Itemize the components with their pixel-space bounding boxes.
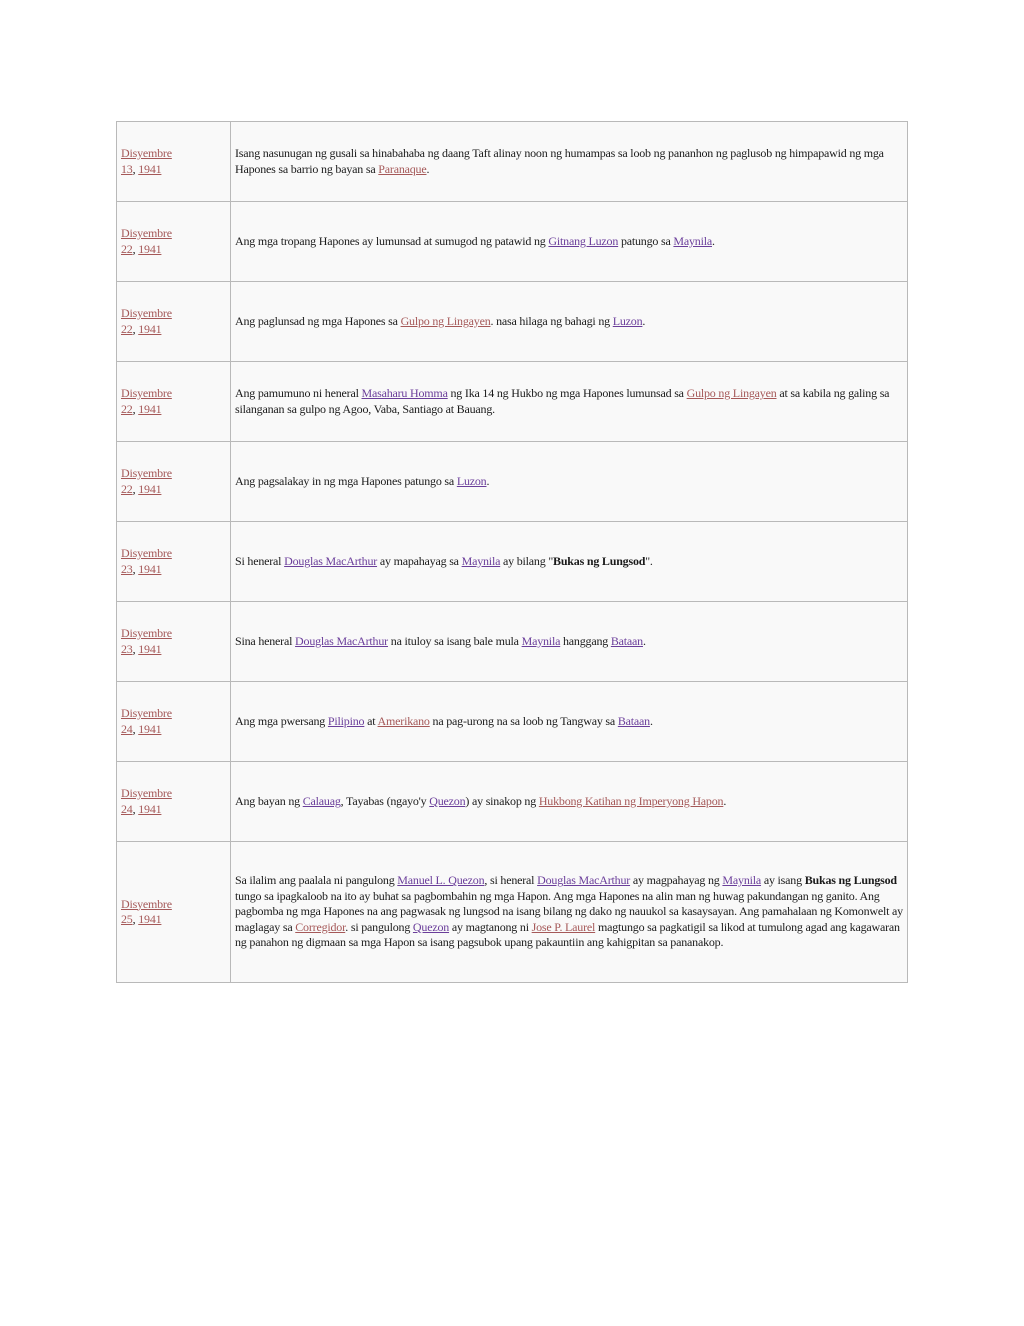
date-day-link[interactable]: 25: [121, 912, 133, 926]
date-cell: Disyembre 23, 1941: [117, 522, 231, 602]
event-text: .: [712, 233, 715, 248]
timeline-row: [117, 282, 908, 362]
event-link[interactable]: Pilipino: [327, 713, 365, 728]
timeline-row: [117, 682, 908, 762]
timeline-row: [117, 842, 908, 983]
date-cell: Disyembre 13, 1941: [117, 122, 231, 202]
event-cell: [231, 362, 908, 442]
date-month-link[interactable]: Disyembre: [121, 896, 172, 911]
event-text: Sa ilalim ang paalala ni pangulong: [235, 873, 398, 888]
event-link[interactable]: Bataan: [617, 713, 650, 728]
timeline-row: [117, 362, 908, 442]
event-cell: [231, 602, 908, 682]
date-year-link[interactable]: 1941: [138, 721, 162, 736]
date-month-link[interactable]: Disyembre: [121, 786, 172, 800]
event-text: . si pangulong: [345, 919, 413, 934]
event-link[interactable]: Maynila: [722, 873, 762, 888]
event-bold-text: Bukas ng Lungsod: [553, 553, 646, 568]
event-text: hanggang: [560, 633, 611, 648]
event-bold-text: Bukas ng Lungsod: [804, 873, 897, 888]
date-year-link[interactable]: 1941: [138, 241, 162, 256]
event-cell: [231, 442, 908, 522]
event-link[interactable]: Bataan: [610, 633, 643, 648]
event-link[interactable]: Jose P. Laurel: [531, 919, 596, 934]
event-text: ".: [645, 553, 653, 568]
event-link[interactable]: Manuel L. Quezon: [397, 873, 485, 888]
event-link[interactable]: Gulpo ng Lingayen: [686, 386, 777, 400]
date-cell: Disyembre 22, 1941: [117, 282, 231, 362]
date-cell: Disyembre 24, 1941: [117, 682, 231, 762]
event-text: ay magpahayag ng: [630, 873, 723, 888]
event-cell: [231, 282, 908, 362]
timeline-row: [117, 442, 908, 522]
date-year-link[interactable]: 1941: [138, 321, 162, 336]
event-link[interactable]: Douglas MacArthur: [284, 553, 378, 568]
date-year-link[interactable]: 1941: [138, 481, 162, 496]
timeline-row: [117, 202, 908, 282]
event-link[interactable]: Paranaque: [378, 161, 427, 176]
event-cell: [231, 842, 908, 983]
event-link[interactable]: Maynila: [521, 633, 561, 648]
event-text: ay magtanong ni: [449, 919, 532, 934]
event-text: .: [426, 161, 430, 176]
timeline-table: [116, 121, 908, 983]
date-day-link[interactable]: 24: [121, 801, 133, 816]
event-link[interactable]: Gitnang Luzon: [548, 233, 619, 248]
event-text: Ang paglunsad ng mga Hapones sa: [235, 313, 401, 328]
timeline-row: [117, 762, 908, 842]
event-text: Isang nasunugan ng gusali sa hinabahaba ng daang Taft alinay noon ng humampas sa loob ng pananhon ng paglusob ng himpapawid ng mga Hapones sa barrio ng bayan sa: [235, 146, 884, 176]
date-cell: Disyembre 22, 1941: [117, 442, 231, 522]
event-text: magtungo sa pagkatigil sa likod at tumulong agad ang kagawaran ng panahon ng digmaan sa mga Hapon sa isang pagsubok upang pakauntiin ang kahigpitan sa pananakop.: [235, 919, 900, 950]
event-text: at: [364, 713, 378, 728]
event-text: na pag-urong na sa loob ng Tangway sa: [429, 713, 618, 728]
event-link[interactable]: Gulpo ng Lingayen: [400, 313, 491, 328]
date-day-link[interactable]: 22: [121, 321, 133, 336]
date-day-link[interactable]: 22: [121, 241, 133, 256]
event-link[interactable]: Luzon: [612, 313, 643, 328]
event-text: , si heneral: [484, 873, 538, 888]
event-text: Ang pagsalakay in ng mga Hapones patungo sa: [235, 473, 457, 488]
event-link[interactable]: Corregidor: [295, 919, 346, 934]
event-text: Ang bayan ng: [235, 793, 303, 808]
date-year-link[interactable]: 1941: [138, 561, 162, 576]
date-day-link[interactable]: 22: [121, 481, 133, 496]
event-text: .: [486, 473, 490, 488]
date-cell: Disyembre 24, 1941: [117, 762, 231, 842]
event-text: Si heneral: [235, 553, 285, 568]
event-cell: [231, 762, 908, 842]
event-text: ay bilang ": [500, 553, 554, 568]
date-year-link[interactable]: 1941: [138, 401, 162, 416]
event-text: .: [723, 793, 727, 808]
date-cell: Disyembre 22, 1941: [117, 362, 231, 442]
event-link[interactable]: Douglas MacArthur: [295, 633, 388, 648]
event-cell: [231, 202, 908, 282]
event-link[interactable]: Maynila: [461, 553, 501, 568]
event-link[interactable]: Quezon: [429, 793, 466, 808]
date-month-link[interactable]: Disyembre: [121, 146, 172, 160]
event-text: ) ay sinakop ng: [465, 793, 539, 808]
event-text: .: [642, 313, 646, 328]
date-day-link[interactable]: 23: [121, 561, 133, 576]
event-text: at sa kabila ng galing sa silanganan sa gulpo ng Agoo, Vaba, Santiago at Bauang.: [235, 386, 890, 416]
date-month-link[interactable]: Disyembre: [121, 226, 172, 240]
event-text: ay isang: [761, 873, 805, 888]
event-text: Ang mga pwersang: [235, 713, 328, 728]
date-month-link[interactable]: Disyembre: [121, 626, 172, 640]
event-text: Ang mga tropang Hapones ay lumunsad at sumugod ng patawid ng: [235, 233, 549, 248]
event-cell: [231, 122, 908, 202]
event-text: na ituloy sa isang bale mula: [387, 633, 522, 648]
event-link[interactable]: Douglas MacArthur: [537, 873, 631, 888]
event-text: , Tayabas (ngayo'y: [340, 793, 430, 808]
timeline-row: [117, 522, 908, 602]
event-text: Ang pamumuno ni heneral: [235, 386, 362, 400]
date-cell: Disyembre 23, 1941: [117, 602, 231, 682]
date-year-link[interactable]: 1941: [138, 641, 162, 656]
event-link[interactable]: Maynila: [673, 233, 712, 248]
timeline-row: [117, 122, 908, 202]
date-cell: Disyembre 25, 1941: [117, 842, 231, 983]
event-link[interactable]: Luzon: [456, 473, 487, 488]
date-month-link[interactable]: Disyembre: [121, 706, 172, 720]
event-text: Sina heneral: [235, 633, 296, 648]
event-text: . nasa hilaga ng bahagi ng: [490, 313, 613, 328]
date-month-link[interactable]: Disyembre: [121, 306, 172, 320]
date-day-link[interactable]: 24: [121, 721, 133, 736]
event-link[interactable]: Masaharu Homma: [361, 386, 448, 400]
date-month-link[interactable]: Disyembre: [121, 386, 172, 400]
event-text: .: [649, 713, 653, 728]
event-link[interactable]: Calauag: [302, 793, 341, 808]
date-cell: Disyembre 22, 1941: [117, 202, 231, 282]
date-day-link[interactable]: 22: [121, 401, 133, 416]
date-year-link[interactable]: 1941: [138, 801, 162, 816]
event-link[interactable]: Hukbong Katihan ng Imperyong Hapon: [538, 793, 724, 808]
event-text: ng Ika 14 ng Hukbo ng mga Hapones lumunsad sa: [447, 386, 687, 400]
date-month-link[interactable]: Disyembre: [121, 466, 172, 480]
event-link[interactable]: Quezon: [412, 919, 450, 934]
event-text: tungo sa ipagkaloob na ito ay buhat sa pagbombahin ng mga Hapon. Ang mga Hapones na alin man ng huwag pakundangan ng ganito. Ang pagbomba ng mga Hapones na ang pagwasak ng lungsod na isang bilang ng dako ng nauukol sa kasaysayan. Ang pamahalaan ng Komonwelt ay maglagay sa: [235, 888, 903, 934]
date-year-link[interactable]: 1941: [138, 161, 162, 176]
date-day-link[interactable]: 13: [121, 161, 133, 176]
date-month-link[interactable]: Disyembre: [121, 546, 172, 560]
event-text: ay mapahayag sa: [377, 553, 462, 568]
event-text: .: [642, 633, 646, 648]
event-cell: [231, 682, 908, 762]
event-link[interactable]: Amerikano: [377, 713, 430, 728]
date-year-link[interactable]: 1941: [138, 912, 162, 926]
event-text: patungo sa: [618, 233, 674, 248]
timeline-row: [117, 602, 908, 682]
date-day-link[interactable]: 23: [121, 641, 133, 656]
event-cell: [231, 522, 908, 602]
timeline-body: [117, 122, 908, 983]
